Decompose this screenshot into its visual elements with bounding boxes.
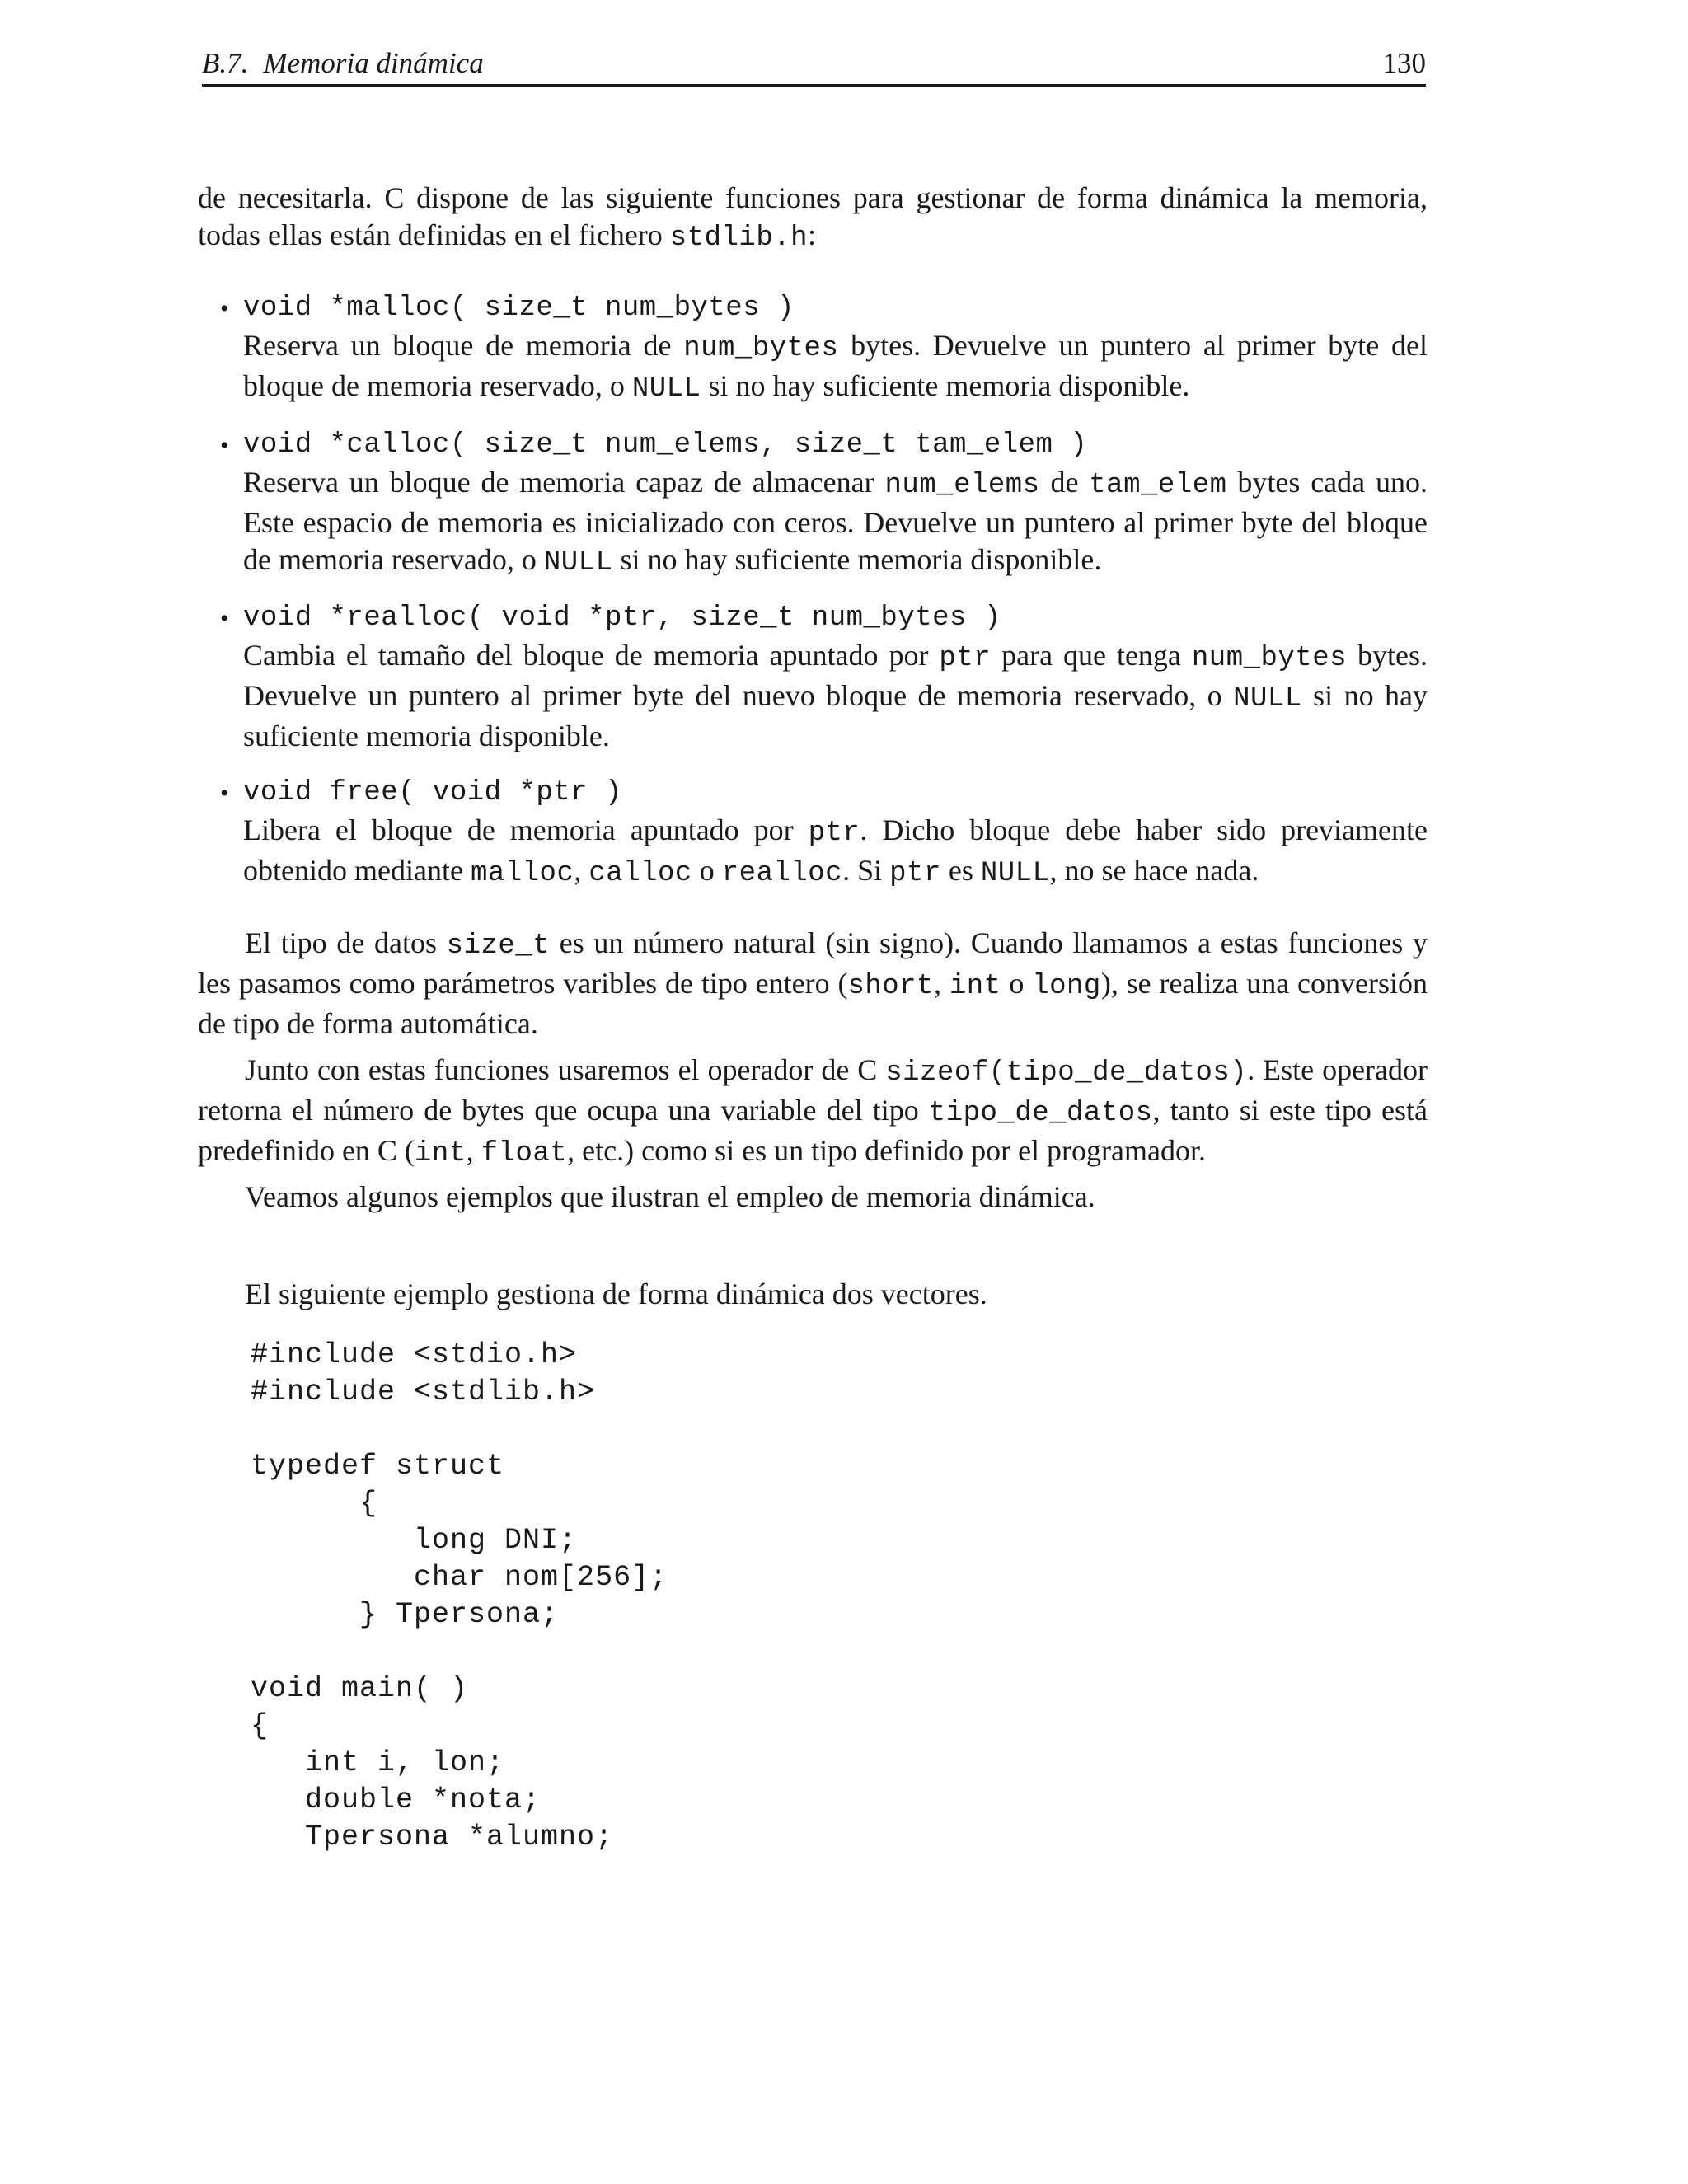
text-run: Junto con estas funciones usaremos el operador de C [245,1053,886,1086]
code-inline: realloc [721,858,843,889]
text-run: : [808,218,817,251]
size-t-paragraph [198,925,1428,1043]
function-description [243,637,1428,755]
bullet-icon: • [220,295,229,322]
function-signature: void *calloc( size_t num_elems, size_t tam_elem ) [243,429,1088,461]
text-run: de [1039,466,1090,499]
code-inline: tipo_de_datos [928,1098,1153,1129]
function-item-free [220,775,1428,893]
text-run: El tipo de datos [245,926,447,959]
text-run: de necesitarla. C dispone de las siguiente funciones para gestionar de forma dinámica la memoria, todas ellas están definidas en el fichero [198,181,1428,251]
bullet-icon: • [220,780,229,807]
code-inline: NULL [543,547,613,579]
text-run: Libera el bloque de memoria apuntado por [243,813,809,846]
code-inline: NULL [980,858,1050,889]
code-line: #include <stdio.h> [251,1338,578,1371]
code-line: char nom[256]; [251,1561,668,1594]
code-inline: NULL [1233,683,1302,715]
function-signature: void free( void *ptr ) [243,777,622,808]
text-run: . Si [842,854,890,887]
text-run: o [1001,967,1033,1000]
text-run: , [466,1134,481,1167]
code-line: { [251,1487,378,1520]
text-run: Reserva un bloque de memoria capaz de almacenar [243,466,885,499]
code-line [251,1411,668,1448]
code-inline: tam_elem [1089,470,1227,501]
page-number: 130 [1382,47,1426,79]
text-run: bytes cada uno. Este espacio de memoria es inicializado con ceros. Devuelve un puntero al primer byte del bloque de memoria reservado, o [243,466,1428,576]
code-inline: NULL [631,373,701,405]
text-run: bytes. Devuelve un puntero al primer byte del bloque de memoria reservado, o [243,329,1428,402]
text-run: o [692,854,722,887]
code-inline: ptr [889,858,941,889]
code-inline: int [949,971,1001,1002]
code-line: { [251,1709,270,1742]
function-description [243,327,1428,408]
function-item-calloc [220,427,1428,582]
code-line: typedef struct [251,1450,505,1483]
text-run: si no hay suficiente memoria disponible. [701,369,1190,402]
text-run: si no hay suficiente memoria disponible. [612,543,1102,576]
text-run: , tanto si este tipo está predefinido en C ( [198,1094,1428,1167]
code-line: Tpersona *alumno; [251,1821,614,1854]
code-inline: num_bytes [683,333,839,364]
section-number: B.7. [202,47,249,79]
code-inline: malloc [470,858,574,889]
running-header [202,45,1426,87]
code-listing [251,1337,668,1856]
function-description [243,812,1428,893]
code-inline: int [414,1138,467,1169]
code-line: } Tpersona; [251,1598,560,1631]
code-line: int i, lon; [251,1746,505,1779]
code-line: double *nota; [251,1783,542,1816]
function-item-malloc [220,290,1428,408]
sizeof-paragraph [198,1052,1428,1173]
section-title: Memoria dinámica [263,47,484,79]
code-inline: num_bytes [1191,643,1348,674]
section-heading [202,45,484,82]
text-run: , etc.) como si es un tipo definido por el programador. [567,1134,1206,1167]
code-inline: float [481,1138,568,1169]
code-inline: long [1032,971,1101,1002]
code-line: long DNI; [251,1524,578,1557]
text-run: bytes. Devuelve un puntero al primer byte del nuevo bloque de memoria reservado, o [243,639,1428,712]
code-inline: ptr [808,818,860,849]
code-inline: num_elems [884,470,1040,501]
function-description [243,464,1428,582]
function-item-realloc [220,600,1428,755]
function-signature: void *realloc( void *ptr, size_t num_bytes ) [243,602,1001,634]
code-inline: short [847,971,934,1002]
bullet-icon: • [220,605,229,632]
function-signature: void *malloc( size_t num_bytes ) [243,293,795,324]
code-line: #include <stdlib.h> [251,1376,596,1408]
bullet-icon: • [220,432,229,459]
code-inline: size_t [446,930,551,962]
text-run: , [933,967,950,1000]
example-1-paragraph: El siguiente ejemplo gestiona de forma dinámica dos vectores. [245,1277,987,1310]
text-run: para que tenga [991,639,1192,672]
text-run: si no hay suficiente memoria disponible. [243,679,1428,752]
text-run: ), se realiza una conversión de tipo de forma automática. [198,967,1428,1040]
text-run: . Dicho bloque debe haber sido previamente obtenido mediante [243,813,1428,887]
text-run: . Este operador retorna el número de bytes que ocupa una variable del tipo [198,1053,1428,1127]
code-line [251,1633,668,1671]
text-run: Cambia el tamaño del bloque de memoria apuntado por [243,639,940,672]
text-run: Reserva un bloque de memoria de [243,329,684,362]
code-inline: calloc [588,858,692,889]
text-run: es [940,854,981,887]
code-line: void main( ) [251,1672,469,1705]
code-inline: stdlib.h [669,223,809,254]
code-inline: ptr [939,643,992,674]
text-run: , no se hace nada. [1049,854,1259,887]
code-inline: sizeof(tipo_de_datos) [885,1057,1248,1089]
intro-paragraph [198,180,1428,257]
examples-intro-paragraph: Veamos algunos ejemplos que ilustran el empleo de memoria dinámica. [245,1180,1095,1213]
text-run: , [574,854,589,887]
text-run: es un número natural (sin signo). Cuando llamamos a estas funciones y les pasamos como parámetros varibles de tipo entero ( [198,926,1428,1000]
